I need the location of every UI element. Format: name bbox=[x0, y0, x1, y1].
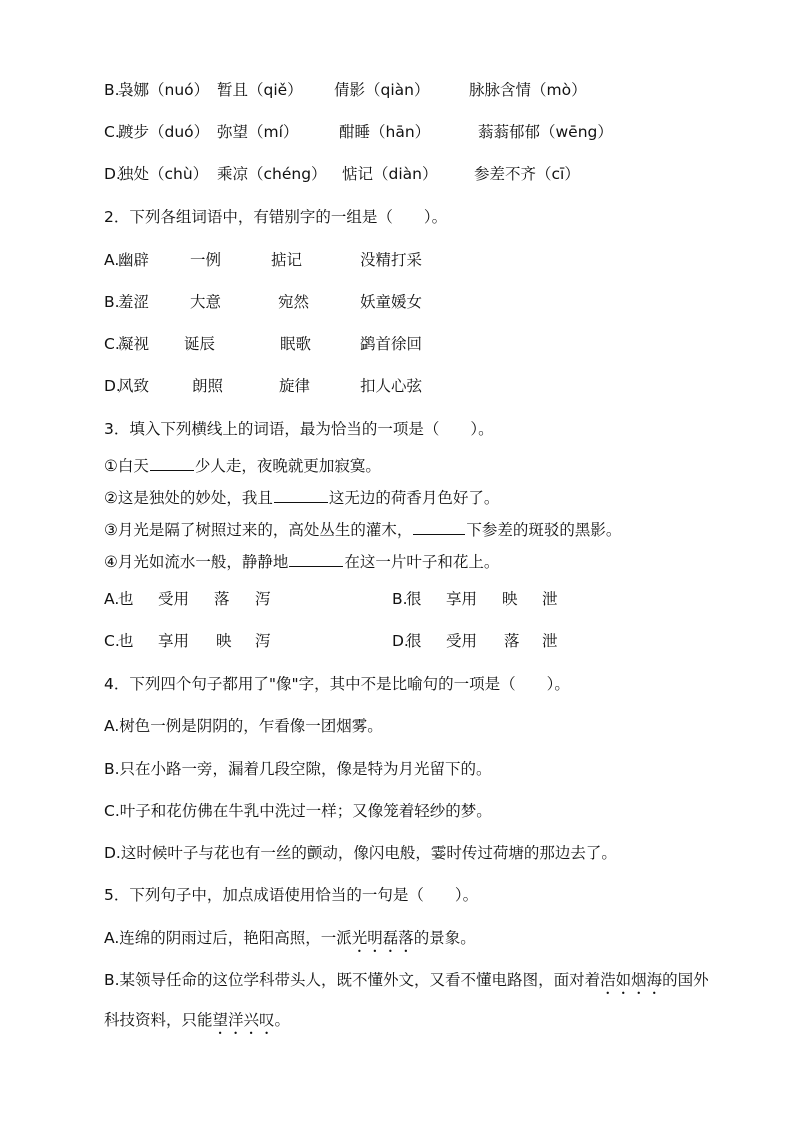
q3-sentence bbox=[104, 487, 499, 508]
option-item: 酣睡（hān） bbox=[339, 123, 431, 141]
option-item: 暂且（qiě） bbox=[217, 81, 303, 99]
option-item: 扣人心弦 bbox=[360, 377, 423, 395]
fill-blank bbox=[150, 455, 194, 471]
option-text: B.某领导任命的这位学科带头人，既不懂外文，又看不懂电路图，面对着 bbox=[104, 971, 601, 989]
q4-option: A.树色一例是阴阴的，乍看像一团烟雾。 bbox=[104, 717, 383, 735]
option-item: 泄 bbox=[542, 590, 558, 608]
option-item: 旋律 bbox=[279, 377, 311, 395]
option-item: 袅娜（nuó） bbox=[118, 81, 210, 99]
option-item: 参差不齐（cī） bbox=[474, 165, 580, 183]
option-item: 独处（chù） bbox=[118, 165, 209, 183]
q3-sentence bbox=[104, 519, 621, 540]
option-item: 落 bbox=[504, 632, 520, 650]
option-item: 风致 bbox=[118, 377, 150, 395]
option-letter: D. bbox=[104, 377, 121, 395]
q4-option: D.这时候叶子与花也有一丝的颤动，像闪电般，霎时传过荷塘的那边去了。 bbox=[104, 844, 617, 862]
option-item: 也 bbox=[118, 632, 134, 650]
option-item: 受用 bbox=[158, 590, 190, 608]
q5-option-a bbox=[104, 928, 476, 956]
dotted-idiom: 望洋兴叹 bbox=[212, 1011, 275, 1029]
option-item: 泻 bbox=[255, 632, 271, 650]
option-item: 也 bbox=[118, 590, 134, 608]
option-item: 映 bbox=[502, 590, 518, 608]
option-item: 蓊蓊郁郁（wēng） bbox=[478, 123, 613, 141]
option-letter: B. bbox=[392, 590, 408, 608]
option-item: 一例 bbox=[190, 251, 222, 269]
sentence-after: 下参差的斑驳的黑影。 bbox=[466, 521, 622, 539]
sentence-before: ③月光是隔了树照过来的，高处丛生的灌木， bbox=[104, 521, 413, 539]
option-letter: C. bbox=[104, 632, 120, 650]
sentence-before: ②这是独处的妙处，我且 bbox=[104, 489, 273, 507]
q5-option-b-line-2 bbox=[104, 1010, 290, 1038]
option-item: 享用 bbox=[446, 590, 478, 608]
option-item: 妖童媛女 bbox=[360, 293, 423, 311]
option-item: 泻 bbox=[255, 590, 271, 608]
option-letter: C. bbox=[104, 123, 120, 141]
option-item: 大意 bbox=[190, 293, 222, 311]
sentence-before: ④月光如流水一般，静静地 bbox=[104, 553, 289, 571]
option-letter: C. bbox=[104, 335, 120, 353]
sentence-after: 少人走，夜晚就更加寂寞。 bbox=[194, 457, 381, 475]
option-text: 的景象。 bbox=[413, 929, 476, 947]
option-item: 很 bbox=[406, 632, 422, 650]
option-item: 落 bbox=[214, 590, 230, 608]
option-item: 很 bbox=[406, 590, 422, 608]
option-item: 倩影（qiàn） bbox=[334, 81, 430, 99]
option-text: 的国外 bbox=[662, 971, 709, 989]
option-item: 映 bbox=[216, 632, 232, 650]
dotted-idiom: 浩如烟海 bbox=[600, 971, 663, 989]
option-letter: A. bbox=[104, 251, 120, 269]
option-item: 鹢首徐回 bbox=[360, 335, 423, 353]
sentence-after: 在这一片叶子和花上。 bbox=[344, 553, 500, 571]
option-item: 羞涩 bbox=[118, 293, 150, 311]
option-letter: A. bbox=[104, 590, 120, 608]
option-item: 眠歌 bbox=[280, 335, 312, 353]
sentence-after: 这无边的荷香月色好了。 bbox=[328, 489, 500, 507]
q5-stem: 5．下列句子中，加点成语使用恰当的一句是（ ）。 bbox=[104, 886, 479, 904]
option-item: 受用 bbox=[446, 632, 478, 650]
option-item: 朗照 bbox=[192, 377, 224, 395]
q4-stem: 4．下列四个句子都用了"像"字，其中不是比喻句的一项是（ ）。 bbox=[104, 675, 570, 693]
option-text: 科技资料，只能 bbox=[104, 1011, 213, 1029]
q3-sentence bbox=[104, 455, 381, 476]
option-item: 享用 bbox=[158, 632, 190, 650]
option-item: 脉脉含情（mò） bbox=[469, 81, 587, 99]
option-text: A.连绵的阴雨过后，艳阳高照，一派 bbox=[104, 929, 352, 947]
option-item: 乘凉（chéng） bbox=[217, 165, 327, 183]
option-item: 惦记（diàn） bbox=[342, 165, 438, 183]
option-item: 凝视 bbox=[118, 335, 150, 353]
q2-stem: 2．下列各组词语中，有错别字的一组是（ ）。 bbox=[104, 208, 448, 226]
dotted-idiom: 光明磊落 bbox=[351, 929, 414, 947]
option-item: 泄 bbox=[542, 632, 558, 650]
sentence-before: ①白天 bbox=[104, 457, 149, 475]
fill-blank bbox=[274, 487, 328, 503]
option-letter: D. bbox=[104, 165, 121, 183]
fill-blank bbox=[289, 551, 343, 567]
q4-option: C.叶子和花仿佛在牛乳中洗过一样；又像笼着轻纱的梦。 bbox=[104, 802, 492, 820]
option-letter: B. bbox=[104, 81, 120, 99]
option-item: 没精打采 bbox=[360, 251, 423, 269]
option-text: 。 bbox=[274, 1011, 291, 1029]
fill-blank bbox=[413, 519, 465, 535]
option-item: 诞辰 bbox=[184, 335, 216, 353]
option-item: 掂记 bbox=[271, 251, 303, 269]
q5-option-b-line-1 bbox=[104, 970, 709, 998]
option-item: 宛然 bbox=[278, 293, 310, 311]
q3-sentence bbox=[104, 551, 499, 572]
q4-option: B.只在小路一旁，漏着几段空隙，像是特为月光留下的。 bbox=[104, 760, 492, 778]
option-item: 踱步（duó） bbox=[118, 123, 210, 141]
option-item: 幽辟 bbox=[118, 251, 150, 269]
option-letter: B. bbox=[104, 293, 120, 311]
option-item: 弥望（mí） bbox=[217, 123, 299, 141]
option-letter: D. bbox=[392, 632, 409, 650]
q3-stem: 3．填入下列横线上的词语，最为恰当的一项是（ ）。 bbox=[104, 420, 494, 438]
